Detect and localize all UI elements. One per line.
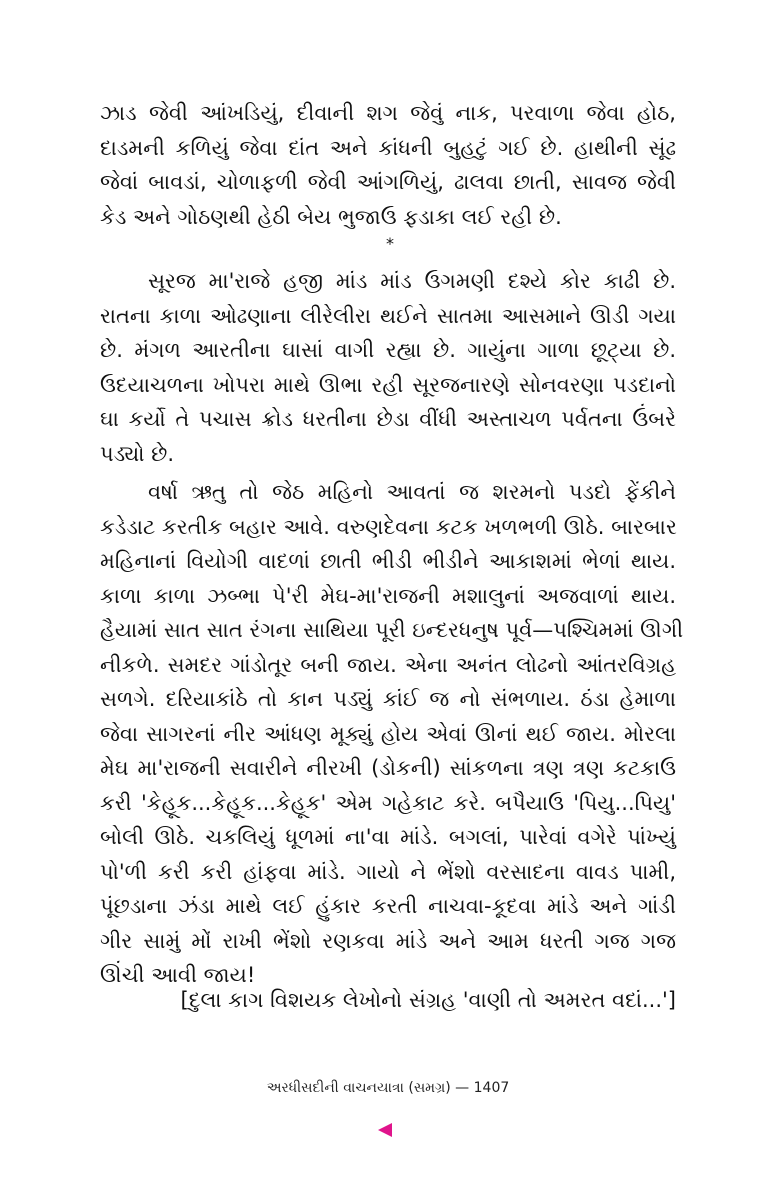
text-line: નીકળે. સમદર ગાંડોતૂર બની જાય. એના અનંત લોઢનો આંતરવિગ્રહ [100, 652, 676, 677]
text-line: જેવાં બાવડાં, ચોળાફળી જેવી આંગળિયું, ઢાલવા છાતી, સાવજ જેવી [100, 170, 676, 194]
section-separator: * [386, 234, 394, 253]
paragraph-1 [100, 96, 676, 234]
text-line: રાતના કાળા ઓઢણાના લીરેલીરા થઈને સાતમા આસમાને ઊડી ગયા [100, 303, 676, 328]
text-line: કાળા કાળા ઝબ્ભા પે'રી મેઘ-મા'રાજની મશાલુનાં અજવાળાં થાય. [100, 583, 676, 608]
text-line: ગીર સામું મોં રાખી ભેંશો રણકવા માંડે અને આમ ધરતી ગજ ગજ [100, 928, 676, 953]
paragraph-2 [100, 264, 676, 471]
text-line: દાડમની કળિયું જેવા દાંત અને કાંધની બુહટું ગઈ છે. હાથીની સૂંઢ [100, 135, 676, 160]
text-line: ઉદયાચળના ખોપરા માથે ઊભા રહી સૂરજનારણે સોનવરણા પડદાનો [100, 372, 676, 397]
text-line: હૈયામાં સાત સાત રંગના સાથિયા પૂરી ઇન્દરધનુષ પૂર્વ—પશ્ચિમમાં ઊગી [100, 618, 684, 642]
text-line: પો'ળી કરી કરી હાંફવા માંડે. ગાયો ને ભેંશો વરસાદના વાવડ પામી, [100, 859, 676, 884]
text-line: મહિનાનાં વિયોગી વાદળાં છાતી ભીડી ભીડીને આકાશમાં ભેળાં થાય. [100, 549, 676, 573]
text-line: ઘા કર્યો તે પચાસ ક્રોડ ધરતીના છેડા વીંધી અસ્તાચળ પર્વતના ઉંબરે [100, 407, 676, 431]
text-line: કડેડાટ કરતીક બહાર આવે. વરુણદેવના કટક ખળભળી ઊઠે. બારબાર [100, 514, 677, 539]
text-line: પડ્યો છે. [100, 441, 175, 466]
text-line: ઊંચી આવી જાય! [100, 963, 256, 987]
source-citation: [દુલા કાગ વિશયક લેખોનો સંગ્રહ 'વાણી તો અમરત વદાં...'] [180, 988, 676, 1012]
text-line: વર્ષા ઋતુ તો જેઠ મહિનો આવતાં જ શરમનો પડદો ફેંકીને [148, 480, 676, 504]
text-line: મેઘ મા'રાજની સવારીને નીરખી (ડોકની) સાંકળના ત્રણ ત્રણ કટકાઉ [100, 756, 676, 780]
triangle-left-icon[interactable] [378, 1123, 392, 1137]
paragraph-3 [100, 475, 684, 993]
text-line: સળગે. દરિયાકાંઠે તો કાન પડ્યું કાંઈ જ નો સંભળાય. ઠંડા હેમાળા [100, 687, 676, 711]
text-line: બોલી ઊઠે. ચકલિયું ધૂળમાં ના'વા માંડે. બગલાં, પારેવાં વગેરે પાંખ્યું [100, 825, 676, 849]
text-line: કરી 'કેહૂક...કેહૂક...કેહૂક' એમ ગહેકાટ કરે. બપૈયાઉ 'પિયુ...પિયુ' [100, 790, 676, 815]
text-line: ઝાડ જેવી આંખડિયું, દીવાની શગ જેવું નાક, પરવાળા જેવા હોઠ, [100, 101, 676, 125]
text-line: સૂરજ મા'રાજે હજી માંડ માંડ ઉગમણી દશ્યે કોર કાઢી છે. [148, 269, 676, 293]
text-line: કેડ અને ગોઠણથી હેઠી બેય ભુજાઉ ફડાકા લઈ રહી છે. [100, 204, 562, 229]
page-footer: અરધીસદીની વાચનયાત્રા (સમગ્ર) — 1407 [266, 1080, 510, 1096]
text-line: છે. મંગળ આરતીના ઘાસાં વાગી રહ્યા છે. ગાયુંના ગાળા છૂટ્યા છે. [100, 338, 676, 362]
text-line: પૂંછડાના ઝંડા માથે લઈ હુંકાર કરતી નાચવા-કૂદવા માંડે અને ગાંડી [100, 894, 676, 918]
text-line: જેવા સાગરનાં નીર આંધણ મૂક્યું હોય એવાં ઊનાં થઈ જાય. મોરલા [100, 721, 676, 746]
